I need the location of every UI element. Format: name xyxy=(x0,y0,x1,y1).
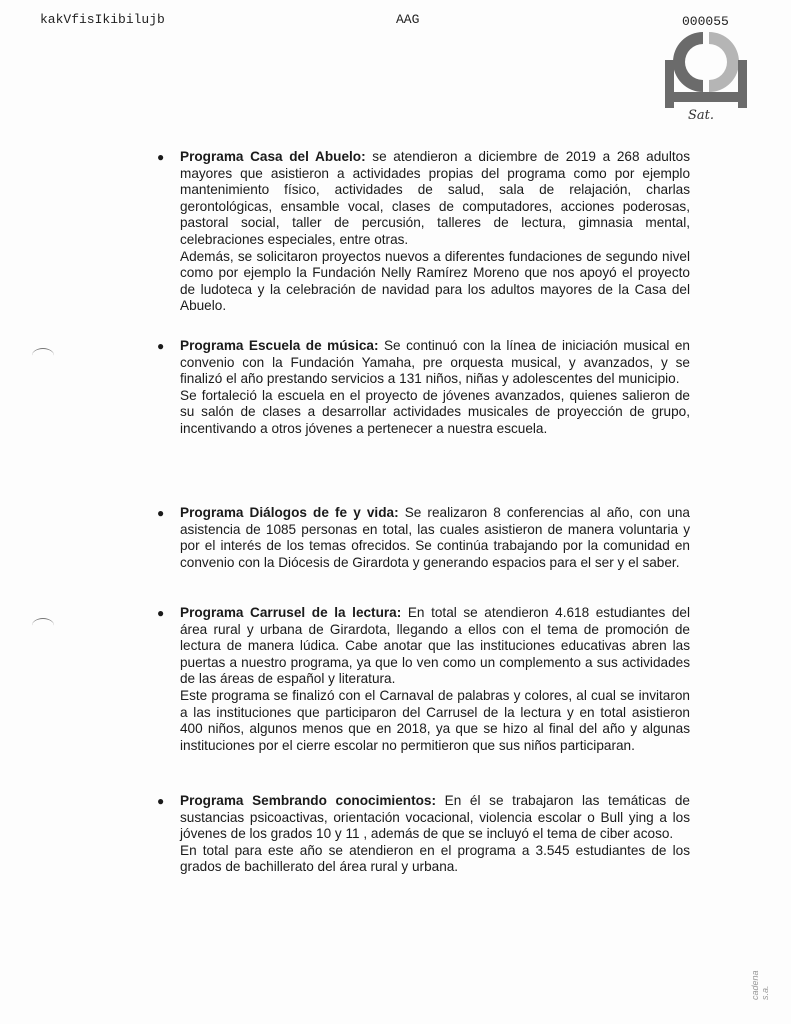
punch-hole-mark xyxy=(32,618,54,633)
section-text: Este programa se finalizó con el Carnaval de palabras y colores, al cual se invitaron a las instituciones que participaron del Carrusel de la lectura y en total asistieron 400 niños, algunos menos que en 2018, ya que se hizo al final del año y algunas instituciones por el cierre escolar no permitieron que sus niños participaran. xyxy=(180,687,690,753)
section-text: En total para este año se atendieron en el programa a 3.545 estudiantes de los grados de bachillerato del área rural y urbana. xyxy=(180,842,690,875)
document-initials: AAG xyxy=(396,12,420,27)
section-text: En total se atendieron 4.618 estudiantes del área rural y urbana de Girardota, llegando a ellos con el tema de promoción de lectura de manera lúdica. Cabe anotar que las instituciones educativas abren las puertas a nuestro programa, ya que lo ven como un complemento a sus actividades de las áreas de español y literatura. xyxy=(180,605,690,687)
section-title: Programa Sembrando conocimientos: xyxy=(180,793,436,808)
section-casa-del-abuelo xyxy=(157,149,690,315)
bullet-icon: ● xyxy=(157,150,165,164)
section-title: Programa Diálogos de fe y vida: xyxy=(180,505,399,520)
section-sembrando-conocimientos xyxy=(157,793,690,876)
section-title: Programa Escuela de música: xyxy=(180,338,379,353)
bullet-icon: ● xyxy=(157,339,165,353)
page-number: 000055 xyxy=(682,14,729,29)
section-title: Programa Casa del Abuelo: xyxy=(180,149,366,164)
section-text: Se fortaleció la escuela en el proyecto de jóvenes avanzados, quienes salieron de su salón de clases a desarrollar actividades musicales de proyección de grupo, incentivando a otros jóvenes a pertenecer a nuestra escuela. xyxy=(180,387,690,436)
bullet-icon: ● xyxy=(157,606,165,620)
section-dialogos-de-fe xyxy=(157,505,690,571)
signature: Sat. xyxy=(688,108,715,123)
section-text: Se continuó con la línea de iniciación musical en convenio con la Fundación Yamaha, pre orquesta musical, y avanzados, y se finalizó el año prestando servicios a 131 niños, niñas y adolescentes del municipio. xyxy=(180,338,690,387)
section-text: Además, se solicitaron proyectos nuevos a diferentes fundaciones de segundo nivel como por ejemplo la Fundación Nelly Ramírez Moreno que nos apoyó el proyecto de ludoteca y la celebración de navidad para los adultos mayores de la Casa del Abuelo. xyxy=(180,248,690,314)
paper-vendor-mark: cadena s.a. xyxy=(750,970,770,1000)
punch-hole-mark xyxy=(32,348,54,363)
section-text: se atendieron a diciembre de 2019 a 268 adultos mayores que asistieron a actividades propias del programa como por ejemplo mantenimiento físico, actividades de salud, sala de relajación, charlas gerontológicas, ensamble vocal, clases de computadores, acciones poderosas, pastoral social, taller de percusión, talleres de lectura, gimnasia mental, celebraciones especiales, entre otras. xyxy=(180,149,690,247)
section-title: Programa Carrusel de la lectura: xyxy=(180,605,402,620)
section-carrusel-de-lectura xyxy=(157,605,690,754)
section-escuela-de-musica xyxy=(157,338,690,438)
section-text: En él se trabajaron las temáticas de sustancias psicoactivas, orientación vocacional, violencia escolar o Bull ying a los jóvenes de los grados 10 y 11 , además de que se incluyó el tema de ciber acoso. xyxy=(180,793,690,842)
bullet-icon: ● xyxy=(157,794,165,808)
document-code: kakVfisIkibilujb xyxy=(40,12,165,27)
bullet-icon: ● xyxy=(157,506,165,520)
section-text: Se realizaron 8 conferencias al año, con una asistencia de 1085 personas en total, las cuales asistieron de manera voluntaria y por el interés de los temas ofrecidos. Se continúa trabajando por la comunidad en convenio con la Diócesis de Girardota y generando espacios para el ser y el saber. xyxy=(180,505,690,570)
